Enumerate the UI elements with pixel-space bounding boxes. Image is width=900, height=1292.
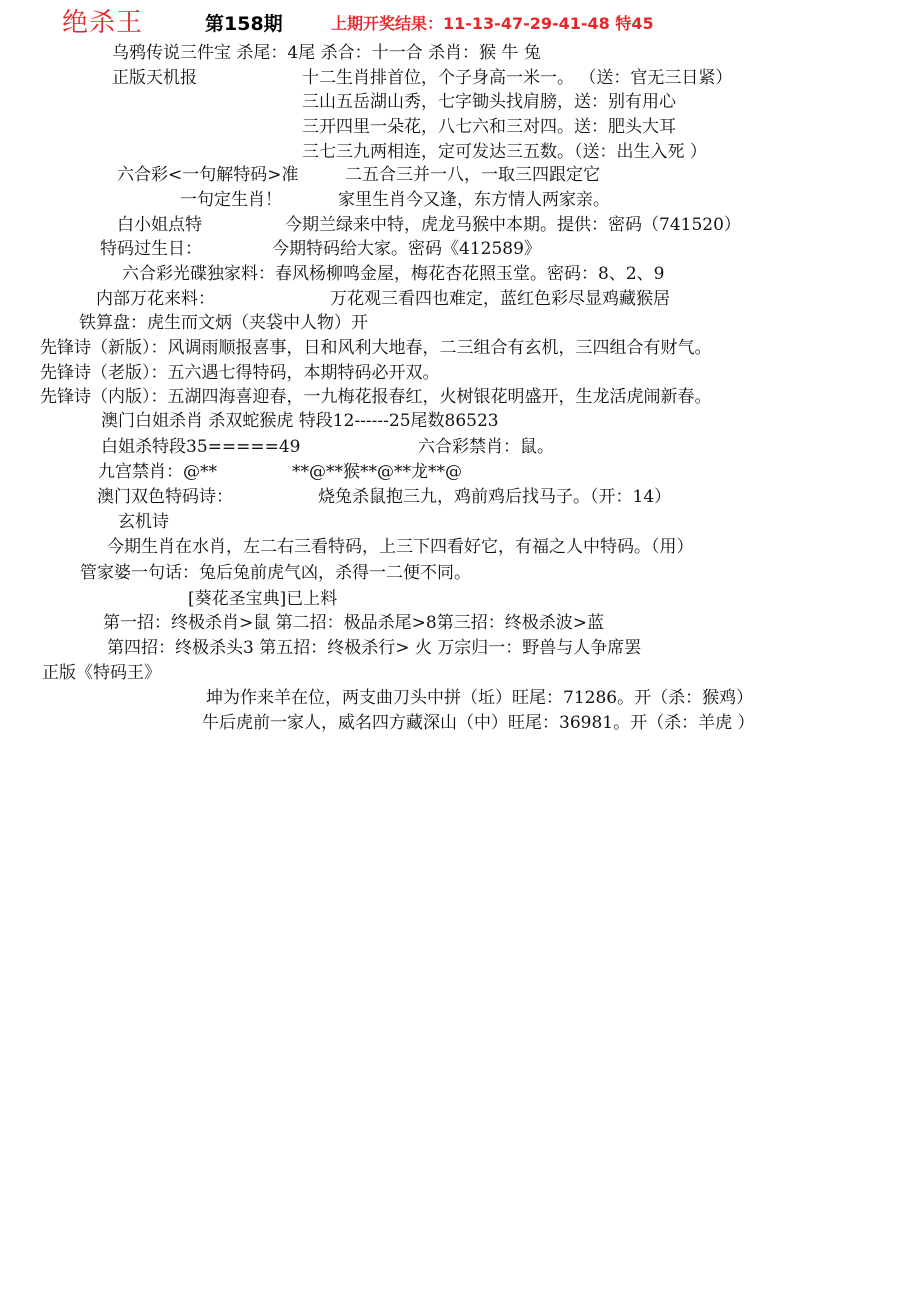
line-baixiaojie-text: 今期兰绿来中特，虎龙马猴中本期。提供：密码（741520）	[285, 215, 741, 235]
line-abacus: 铁算盘：虎生而文炳（夹袋中人物）开	[79, 313, 368, 333]
line-birthday-text: 今期特码给大家。密码《412589》	[272, 239, 541, 259]
line-zodiac-text: 家里生肖今又逢，东方情人两家亲。	[338, 190, 610, 210]
line-xuanji-title: 玄机诗	[118, 512, 169, 532]
line-one-sentence-text: 二五合三并一八，一取三四跟定它	[345, 165, 600, 185]
line-macau-poem-label: 澳门双色特码诗：	[97, 487, 233, 507]
line-temawang-1: 坤为作来羊在位，两支曲刀头中拼（坵）旺尾：71286。开（杀：猴鸡）	[206, 688, 754, 708]
line-macau-poem-text: 烧兔杀鼠抱三九，鸡前鸡后找马子。（开：14）	[318, 487, 672, 507]
line-baijie-kill: 白姐杀特段35=====49	[101, 437, 301, 457]
line-tianjibao-label: 正版天机报	[112, 68, 197, 88]
line-temawang-2: 牛后虎前一家人，威名四方藏深山（中）旺尾：36981。开（杀：羊虎 ）	[202, 713, 755, 733]
line-pioneer-new: 先锋诗（新版）：风调雨顺报喜事，日和风利大地春，二三组合有玄机，三四组合有财气。	[40, 338, 712, 358]
line-poem-1: 三山五岳湖山秀，七字锄头找肩膀，送：别有用心	[302, 92, 676, 112]
line-zodiac-label: 一句定生肖！	[180, 190, 282, 210]
line-wanhua-label: 内部万花来料：	[96, 289, 215, 309]
line-pioneer-inner: 先锋诗（内版）：五湖四海喜迎春，一九梅花报春红，火树银花明盛开，生龙活虎闹新春。	[40, 387, 712, 407]
last-result: 上期开奖结果：11-13-47-29-41-48 特45	[331, 14, 654, 33]
line-kuihua: [葵花圣宝典]已上料	[188, 589, 338, 609]
line-jiugong-text: **@**猴**@**龙**@	[292, 462, 462, 482]
line-baixiaojie-label: 白小姐点特	[117, 215, 202, 235]
line-pioneer-old: 先锋诗（老版）：五六遇七得特码，本期特码必开双。	[40, 363, 440, 383]
line-disc-exclusive: 六合彩光碟独家料：春风杨柳鸣金屋，梅花杏花照玉堂。密码：8、2、9	[122, 264, 665, 284]
line-tianjibao-text: 十二生肖排首位，个子身高一米一。 （送：官无三日紧）	[302, 68, 733, 88]
issue-number: 第158期	[205, 13, 283, 35]
line-jiugong-label: 九宫禁肖：@**	[98, 462, 217, 482]
line-xuanji-text: 今期生肖在水肖，左二右三看特码，上三下四看好它，有福之人中特码。（用）	[107, 537, 694, 557]
line-one-sentence-label: 六合彩<一句解特码>准	[117, 165, 299, 185]
line-poem-2: 三开四里一朵花，八七六和三对四。送：肥头大耳	[302, 117, 676, 137]
line-moves-1: 第一招：终极杀肖>鼠 第二招：极品杀尾>8第三招：终极杀波>蓝	[103, 613, 604, 633]
line-crow-legend: 乌鸦传说三件宝 杀尾：4尾 杀合：十一合 杀肖：猴 牛 兔	[112, 43, 541, 63]
line-moves-2: 第四招：终极杀头3 第五招：终极杀行> 火 万宗归一：野兽与人争席罢	[107, 638, 642, 658]
line-temawang-title: 正版《特码王》	[42, 663, 161, 683]
line-housekeeper: 管家婆一句话：兔后兔前虎气凶，杀得一二便不同。	[80, 563, 471, 583]
brand-title: 绝杀王	[62, 8, 144, 38]
line-wanhua-text: 万花观三看四也难定，蓝红色彩尽显鸡藏猴居	[330, 289, 670, 309]
line-macau-kill: 澳门白姐杀肖 杀双蛇猴虎 特段12------25尾数86523	[101, 411, 499, 431]
line-birthday-label: 特码过生日：	[100, 239, 202, 259]
line-forbidden-zodiac: 六合彩禁肖：鼠。	[418, 437, 554, 457]
line-poem-3: 三七三九两相连，定可发达三五数。（送：出生入死 ）	[302, 142, 707, 162]
